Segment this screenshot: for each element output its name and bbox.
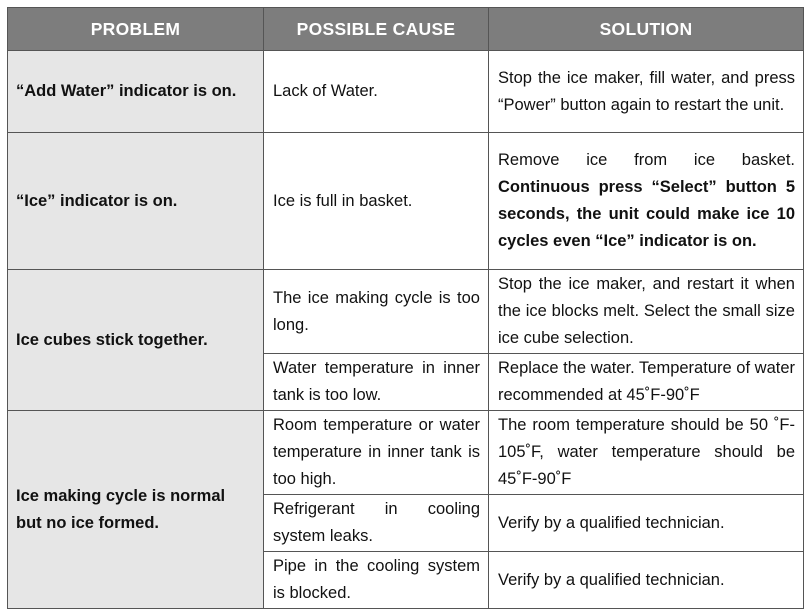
cause-cell: Pipe in the cooling system is blocked. [264, 552, 489, 609]
solution-text: Remove ice from ice basket. [498, 151, 795, 169]
table-row [8, 133, 804, 270]
problem-cell: “Add Water” indicator is on. [8, 51, 264, 133]
solution-cell: Verify by a qualified technician. [489, 552, 804, 609]
solution-cell: Replace the water. Temperature of water recommended at 45˚F-90˚F [489, 354, 804, 411]
header-row [8, 8, 804, 51]
header-problem: PROBLEM [8, 8, 264, 51]
problem-cell: “Ice” indicator is on. [8, 133, 264, 270]
troubleshooting-table [7, 7, 804, 609]
problem-cell: Ice making cycle is normal but no ice formed. [8, 411, 264, 609]
header-solution: SOLUTION [489, 8, 804, 51]
solution-bold-text: Continuous press “Select” button 5 seconds, the unit could make ice 10 cycles even “Ice” indicator is on. [498, 178, 795, 250]
solution-cell: Stop the ice maker, and restart it when the ice blocks melt. Select the small size ice cube selection. [489, 270, 804, 354]
problem-cell: Ice cubes stick together. [8, 270, 264, 411]
solution-cell: Verify by a qualified technician. [489, 495, 804, 552]
solution-cell: The room temperature should be 50 ˚F-105˚F, water temperature should be 45˚F-90˚F [489, 411, 804, 495]
solution-cell [489, 133, 804, 270]
cause-cell: Water temperature in inner tank is too low. [264, 354, 489, 411]
cause-cell: Room temperature or water temperature in inner tank is too high. [264, 411, 489, 495]
solution-cell: Stop the ice maker, fill water, and press “Power” button again to restart the unit. [489, 51, 804, 133]
cause-cell: Ice is full in basket. [264, 133, 489, 270]
cause-cell: The ice making cycle is too long. [264, 270, 489, 354]
table-row [8, 411, 804, 495]
table-row [8, 270, 804, 354]
cause-cell: Lack of Water. [264, 51, 489, 133]
cause-cell: Refrigerant in cooling system leaks. [264, 495, 489, 552]
header-possible-cause: POSSIBLE CAUSE [264, 8, 489, 51]
table-row [8, 51, 804, 133]
